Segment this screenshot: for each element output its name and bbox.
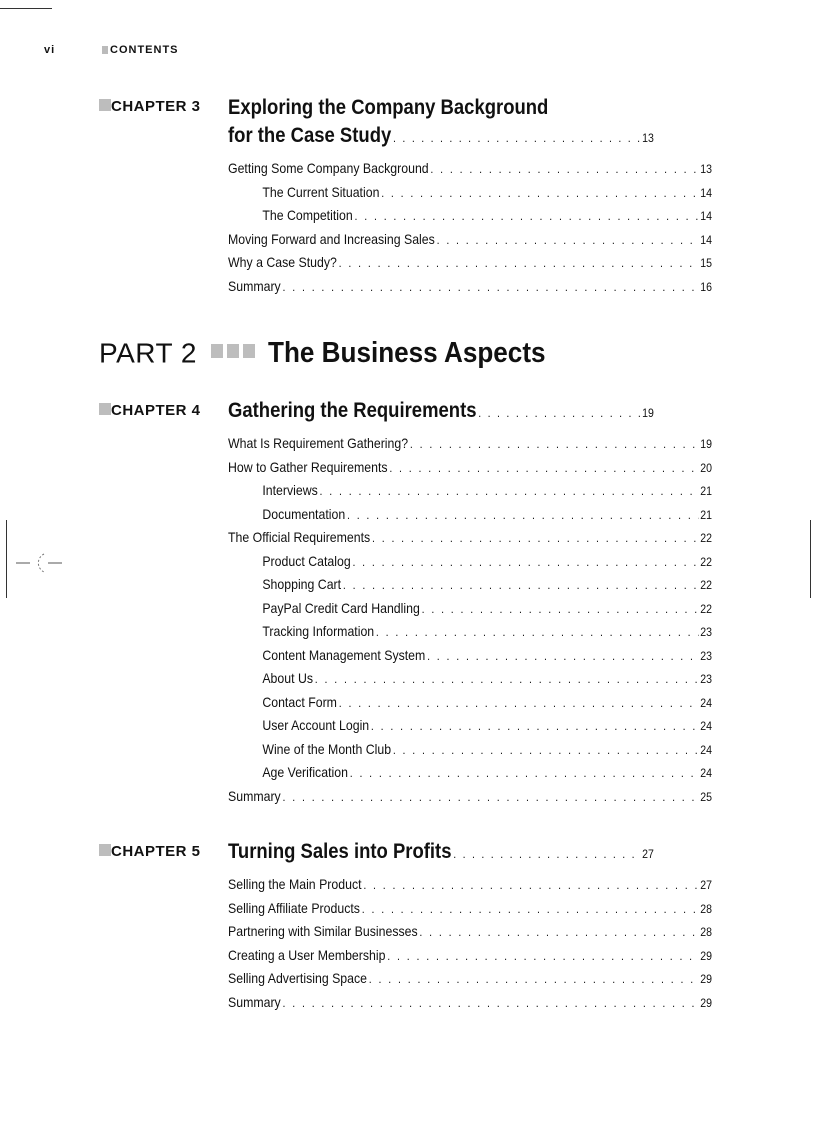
toc-entry[interactable] (228, 506, 712, 530)
toc-entry-page: 24 (700, 742, 712, 757)
toc-entry-page: 15 (700, 256, 712, 270)
toc-entry[interactable] (228, 970, 712, 994)
section-name: CONTENTS (102, 44, 179, 56)
toc-entry[interactable] (228, 923, 712, 947)
toc-entry-page: 22 (700, 601, 712, 616)
toc-entry-page: 23 (700, 648, 712, 663)
toc-entry-title: Getting Some Company Background (228, 160, 429, 176)
toc-entry[interactable] (228, 764, 712, 788)
toc-entry-page: 14 (700, 209, 712, 223)
dot-leader (282, 280, 698, 294)
dot-leader (347, 508, 699, 522)
dot-leader (343, 578, 699, 592)
page-number: vi (44, 44, 56, 56)
page-ref: 13 (642, 131, 654, 145)
toc-entry-title: Age Verification (262, 764, 348, 780)
dot-leader (410, 437, 699, 451)
toc-entry[interactable] (228, 717, 712, 741)
toc-entry[interactable] (228, 900, 712, 924)
chapter-3-label: CHAPTER 3 (99, 98, 201, 115)
dot-leader (371, 719, 699, 733)
toc-entry-title: Partnering with Similar Businesses (228, 923, 418, 939)
toc-entry-title: Selling Affiliate Products (228, 899, 360, 916)
dot-leader (381, 186, 698, 200)
dot-leader (387, 949, 698, 963)
toc-entry[interactable] (228, 647, 712, 671)
toc-entry-title: Summary (228, 277, 281, 294)
dot-leader (352, 555, 698, 569)
toc-entry[interactable] (228, 694, 712, 718)
toc-entry[interactable] (228, 160, 712, 184)
toc-entry-page: 23 (700, 625, 712, 639)
dot-leader (282, 996, 698, 1010)
toc-entry-page: 22 (700, 531, 712, 545)
dot-leader (362, 902, 699, 916)
dot-leader (315, 672, 699, 686)
toc-entry[interactable] (228, 207, 712, 231)
dot-leader (376, 625, 699, 639)
chapter-5-entries (228, 876, 712, 1017)
toc-entry-title: The Official Requirements (228, 529, 371, 545)
toc-entry[interactable] (228, 254, 712, 278)
toc-entry[interactable] (228, 670, 712, 694)
toc-entry-title: Product Catalog (262, 552, 351, 569)
toc-entry[interactable] (228, 231, 712, 255)
chapter-4-entries (228, 435, 712, 811)
crop-mark-left-edge (6, 520, 7, 598)
toc-entry-title: Summary (228, 993, 281, 1010)
part-2-title: The Business Aspects (267, 337, 546, 369)
chapter-5-label: CHAPTER 5 (99, 843, 201, 860)
toc-entry[interactable] (228, 184, 712, 208)
toc-entry-title: Summary (228, 787, 281, 804)
section-bullet-icon (102, 46, 108, 54)
dot-leader (339, 696, 699, 710)
chapter-3-entries (228, 160, 712, 301)
toc-entry-page: 19 (700, 437, 712, 451)
toc-entry-page: 29 (700, 948, 712, 963)
toc-entry-page: 29 (700, 972, 712, 986)
toc-entry-title: User Account Login (262, 717, 370, 733)
toc-entry-page: 28 (700, 925, 712, 939)
toc-entry[interactable] (228, 947, 712, 971)
dot-leader (363, 878, 698, 892)
dot-leader (320, 484, 699, 498)
toc-entry-page: 14 (700, 185, 712, 200)
toc-entry[interactable] (228, 788, 712, 812)
page-ref: 19 (642, 406, 654, 420)
toc-entry-title: Creating a User Membership (228, 946, 386, 963)
chapter-bullet-icon (99, 403, 111, 415)
toc-entry-title: The Competition (262, 207, 353, 223)
crop-mark-right-edge (810, 520, 811, 598)
toc-entry-page: 25 (700, 789, 712, 804)
dot-leader (393, 743, 699, 757)
toc-entry[interactable] (228, 994, 712, 1018)
toc-entry-page: 21 (700, 484, 712, 498)
toc-entry-title: The Current Situation (262, 183, 380, 200)
toc-entry[interactable] (228, 553, 712, 577)
dot-leader (427, 649, 698, 663)
toc-entry-page: 22 (700, 554, 712, 569)
toc-entry[interactable] (228, 576, 712, 600)
toc-entry[interactable] (228, 482, 712, 506)
dot-leader (478, 399, 640, 427)
toc-entry-page: 24 (700, 719, 712, 733)
page-ref: 27 (642, 847, 654, 861)
toc-entry-page: 21 (700, 507, 712, 522)
chapter-4-label: CHAPTER 4 (99, 402, 201, 419)
toc-entry-page: 16 (700, 279, 712, 294)
toc-entry-title: Documentation (262, 505, 346, 522)
toc-entry-page: 14 (700, 232, 712, 247)
toc-entry-title: Why a Case Study? (228, 254, 337, 270)
toc-entry-page: 27 (700, 878, 712, 892)
toc-entry[interactable] (228, 741, 712, 765)
toc-entry-title: Wine of the Month Club (262, 740, 392, 757)
toc-entry-title: Interviews (262, 482, 318, 498)
toc-entry-title: PayPal Credit Card Handling (262, 599, 420, 616)
chapter-3-title[interactable] (228, 94, 654, 152)
chapter-5-title[interactable]: Turning Sales into Profits . . . 27 (228, 838, 654, 868)
part-2-label: PART 2 (99, 337, 197, 369)
dot-leader (422, 602, 699, 616)
chapter-3-title-line1: Exploring the Company Background (228, 96, 549, 119)
toc-entry-page: 13 (700, 162, 712, 176)
dot-leader (430, 162, 698, 176)
toc-entry-title: Moving Forward and Increasing Sales (228, 230, 435, 247)
toc-entry-title: Selling Advertising Space (228, 970, 368, 986)
toc-entry-page: 28 (700, 901, 712, 916)
chapter-3-title-line2: for the Case Study . . . 13 (228, 122, 654, 152)
dot-leader (354, 209, 698, 223)
part-bullets-icon (211, 344, 259, 363)
toc-entry-page: 29 (700, 995, 712, 1010)
toc-entry[interactable] (228, 876, 712, 900)
toc-entry-title: About Us (262, 670, 314, 686)
toc-entry[interactable] (228, 459, 712, 483)
chapter-bullet-icon (99, 844, 111, 856)
dot-leader (369, 972, 699, 986)
toc-entry-title: Shopping Cart (262, 576, 342, 592)
toc-entry-page: 22 (700, 578, 712, 592)
toc-entry[interactable] (228, 278, 712, 302)
toc-entry-title: How to Gather Requirements (228, 458, 388, 475)
dot-leader (372, 531, 699, 545)
dot-leader (339, 256, 699, 270)
part-2-heading (99, 337, 576, 377)
dot-leader (389, 461, 698, 475)
dot-leader (437, 233, 699, 247)
toc-entry-title: Contact Form (262, 693, 337, 710)
toc-entry[interactable] (228, 600, 712, 624)
dot-leader (453, 840, 640, 868)
toc-entry-title: Tracking Information (262, 623, 375, 639)
dot-leader (350, 766, 699, 780)
toc-entry-title: What Is Requirement Gathering? (228, 435, 409, 451)
toc-entry[interactable] (228, 435, 712, 459)
toc-entry[interactable] (228, 529, 712, 553)
dot-leader (419, 925, 698, 939)
dot-leader (393, 124, 640, 152)
dot-leader (282, 790, 698, 804)
chapter-bullet-icon (99, 99, 111, 111)
toc-entry[interactable] (228, 623, 712, 647)
toc-entry-page: 20 (700, 460, 712, 475)
toc-entry-page: 24 (700, 766, 712, 780)
toc-entry-title: Content Management System (262, 646, 426, 663)
crop-mark-top-left (0, 8, 52, 9)
registration-mark-icon (16, 550, 62, 576)
toc-entry-title: Selling the Main Product (228, 876, 362, 892)
toc-entry-page: 23 (700, 672, 712, 686)
chapter-4-title[interactable]: Gathering the Requirements . . . 19 (228, 397, 654, 427)
toc-entry-page: 24 (700, 695, 712, 710)
